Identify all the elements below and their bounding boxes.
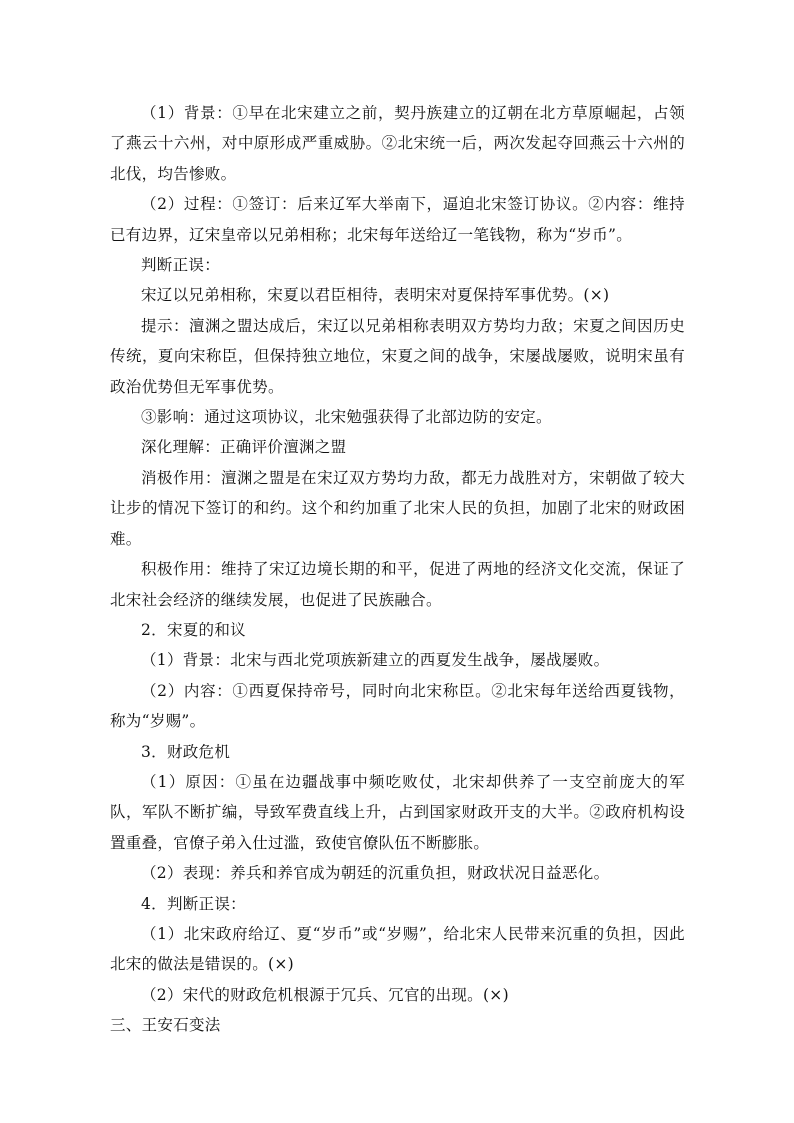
paragraph-negative-effect: 消极作用：澶渊之盟是在宋辽双方势均力敌，都无力战胜对方，宋朝做了较大让步的情况下签订的和约。这个和约加重了北宋人民的负担，加剧了北宋的财政困难。 xyxy=(110,468,685,548)
paragraph-judgement-1: （1）北宋政府给辽、夏“岁币”或“岁赐”，给北宋人民带来沉重的负担，因此北宋的做法是错误的。(×) xyxy=(110,924,685,974)
chapter-heading-wang-anshi: 三、王安石变法 xyxy=(110,1016,221,1035)
paragraph-crisis-manifestation: （2）表现：养兵和养官成为朝廷的沉重负担，财政状况日益恶化。 xyxy=(141,864,610,883)
paragraph-positive-effect: 积极作用：维持了宋辽边境长期的和平，促进了两地的经济文化交流，保证了北宋社会经济的继续发展，也促进了民族融合。 xyxy=(110,560,685,609)
paragraph-liao-impact: ③影响：通过这项协议，北宋勉强获得了北部边防的安定。 xyxy=(141,408,552,427)
document-body xyxy=(110,98,685,1041)
paragraph-judgement-statement: 宋辽以兄弟相称，宋夏以君臣相待，表明宋对夏保持军事优势。(×) xyxy=(141,286,610,305)
section-heading-judgement: 4．判断正误： xyxy=(141,894,246,913)
paragraph-crisis-cause: （1）原因：①虽在边疆战事中频吃败仗，北宋却供养了一支空前庞大的军队，军队不断扩编，导致军费直线上升，占到国家财政开支的大半。②政府机构设置重叠，官僚子弟入仕过滥，致使官僚队伍不断膨胀。 xyxy=(110,772,685,852)
paragraph-liao-background: （1）背景：①早在北宋建立之前，契丹族建立的辽朝在北方草原崛起，占领了燕云十六州，对中原形成严重威胁。②北宋统一后，两次发起夺回燕云十六州的北伐，均告惨败。 xyxy=(110,104,685,183)
paragraph-hint: 提示：澶渊之盟达成后，宋辽以兄弟相称表明双方势均力敌；宋夏之间因历史传统，夏向宋称臣，但保持独立地位，宋夏之间的战争，宋屡战屡败，说明宋虽有政治优势但无军事优势。 xyxy=(110,316,685,396)
paragraph-judgement-2: （2）宋代的财政危机根源于冗兵、冗官的出现。(×) xyxy=(141,985,509,1004)
paragraph-judgement-heading: 判断正误： xyxy=(141,256,221,275)
paragraph-xia-background: （1）背景：北宋与西北党项族新建立的西夏发生战争，屡战屡败。 xyxy=(141,651,610,670)
section-heading-fiscal-crisis: 3．财政危机 xyxy=(141,742,231,761)
paragraph-deepen-heading: 深化理解：正确评价澶渊之盟 xyxy=(141,438,347,457)
paragraph-xia-content: （2）内容：①西夏保持帝号，同时向北宋称臣。②北宋每年送给西夏钱物，称为“岁赐”。 xyxy=(110,681,685,731)
paragraph-liao-process: （2）过程：①签订：后来辽军大举南下，逼迫北宋签订协议。②内容：维持已有边界，辽宋皇帝以兄弟相称；北宋每年送给辽一笔钱物，称为“岁币”。 xyxy=(110,195,685,244)
section-heading-song-xia: 2．宋夏的和议 xyxy=(141,620,246,639)
